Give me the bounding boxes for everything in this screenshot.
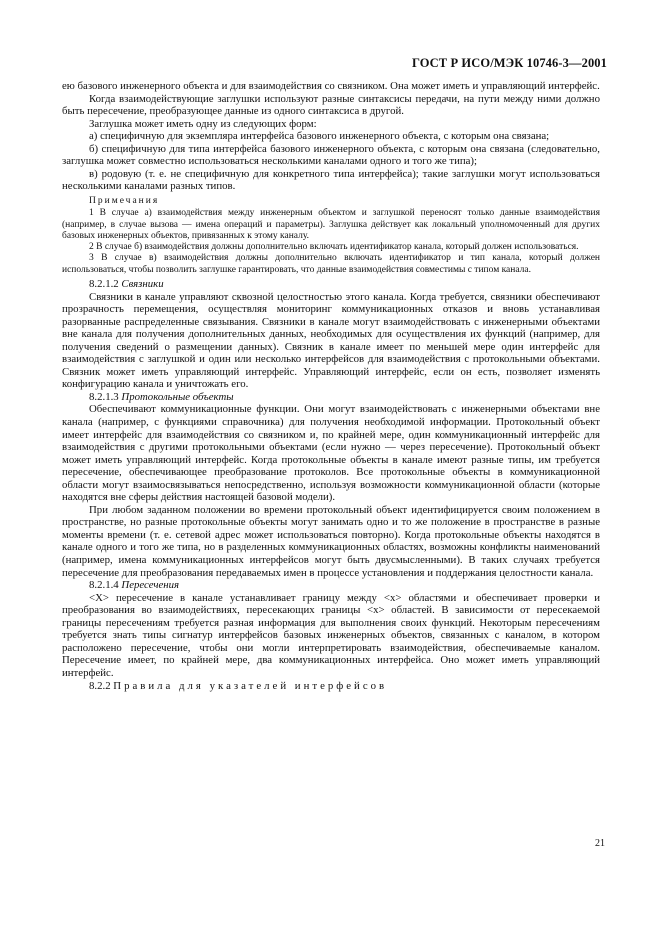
paragraph: ею базового инженерного объекта и для взаимодействия со связником. Она может иметь и управляющий интерфейс. [62, 80, 600, 92]
paragraph: Обеспечивают коммуникационные функции. Они могут взаимодействовать с инженерными объектами вне канала (например, с функциями справочника) для получения необходимой информации. Протокольный объект имеет интерфейс для взаимодействия со связником и, по крайней мере, один коммуникационный интерфейс для взаимодействия с другими протокольными объектами (если нужно — через пересечение). Протокольный объект может иметь управляющий интерфейс. Когда протокольные объекты в канале имеют разные типы, им требуется пересечение, обеспечивающее преобразование протоколов. Все протокольные объекты в коммуникационной области могут взаимосвязываться непосредственно, используя возможности коммуникационной области (которые находятся вне сферы действия настоящей базовой модели). [62, 403, 600, 504]
paragraph: <Х> пересечение в канале устанавливает границу между <х> областями и обеспечивает проверки и преобразования во взаимодействиях, пересекающих границы <х> областей. В зависимости от пересекаемой границы пересечениям требуется разная информация для выполнения своих функций. Некоторым пересечениям требуется знать типы сигнатур интерфейсов базовых инженерных объектов, связанных с каналом, в котором расположено пересечение, чтобы они могли интерпретировать взаимодействия, обеспечиваемые каналом. Пересечение имеет, по крайней мере, два коммуникационных интерфейса. Оно может иметь управляющий интерфейс. [62, 591, 600, 679]
paragraph: При любом заданном положении во времени протокольный объект идентифицируется своим положением в пространстве, но разные протокольные объекты могут занимать одно и то же положение в пространстве в разные моменты времени (т. е. сетевой адрес может использоваться повторно). Когда протокольные объекты находятся в канале одного и того же типа, но в разделенных коммуникационных областях, возможны конфликты наименований (например, имена коммуникационных интерфейсов могут быть двусмысленными). В таких случаях требуется пересечение для преобразования передаваемых имен в процессе установления и поддержания целостности канала. [62, 503, 600, 579]
list-item-c: в) родовую (т. е. не специфичную для конкретного типа интерфейса); такие заглушки могут использоваться несколькими каналами разных типов. [62, 167, 600, 193]
paragraph: Заглушка может иметь одну из следующих форм: [89, 117, 317, 130]
section-title: Протокольные объекты [121, 390, 234, 403]
list-item-a: а) специфичную для экземпляра интерфейса базового инженерного объекта, с которым она связана; [89, 130, 550, 143]
section-title: Связники [121, 278, 164, 290]
subsection-heading [62, 680, 600, 693]
paragraph: Когда взаимодействующие заглушки используют разные синтаксисы передачи, на пути между ними должно быть пересечение, преобразующее данные из одного синтаксиса в другой. [62, 92, 600, 118]
section-number: 8.2.1.2 [89, 278, 119, 290]
paragraph: Связники в канале управляют сквозной целостностью этого канала. Когда требуется, связники обеспечивают прозрачность перемещения, осуществляя мониторинг коммуникационных отказов и вновь устанавливая разорванные распределенные связывания. Связники в канале могут взаимодействовать с инженерными объектами вне канала для получения дополнительных данных, необходимых для осуществления их функций (например, для получения сведений о размещении данных). Связник в канале имеет по меньшей мере один интерфейс для взаимодействия с заглушкой и один или несколько интерфейсов для взаимодействия с протокольными объектами. Связник может иметь управляющий интерфейс. Управляющий интерфейс, если он есть, позволяет изменять конфигурацию канала и уничтожать его. [62, 290, 600, 391]
section-title: Правила для указателей интерфейсов [113, 679, 388, 692]
list-item-b: б) специфичную для типа интерфейса базового инженерного объекта, с которым она связана (следовательно, заглушка может совместно использоваться несколькими каналами одного и того же типа); [62, 142, 600, 168]
section-title: Пересечения [121, 579, 180, 592]
section-heading [62, 579, 600, 592]
note-item: 1 В случае а) взаимодействия между инженерным объектом и заглушкой переносят только данные взаимодействия (например, в случае вызова — имена операций и параметры). Заглушка действует как локальный уполномоченный для других базовых инженерных объектов, привязанных к этому каналу. [62, 208, 600, 241]
notes-title: Примечания [89, 195, 160, 206]
page-number: 21 [595, 838, 605, 849]
section-number: 8.2.2 [89, 679, 111, 692]
note-item: 3 В случае в) взаимодействия должны дополнительно включать идентификатор и тип канала, который должен использоваться, чтобы позволить заглушке гарантировать, что данные взаимодействия совместимы с типом канала. [62, 253, 600, 275]
section-heading [62, 278, 600, 291]
section-number: 8.2.1.3 [89, 390, 119, 403]
section-number: 8.2.1.4 [89, 579, 119, 592]
note-item: 2 В случае б) взаимодействия должны дополнительно включать идентификатор канала, который должен использоваться. [89, 242, 579, 253]
document-header: ГОСТ Р ИСО/МЭК 10746-3—2001 [411, 56, 607, 70]
page-body [62, 80, 600, 692]
section-heading [62, 391, 600, 404]
